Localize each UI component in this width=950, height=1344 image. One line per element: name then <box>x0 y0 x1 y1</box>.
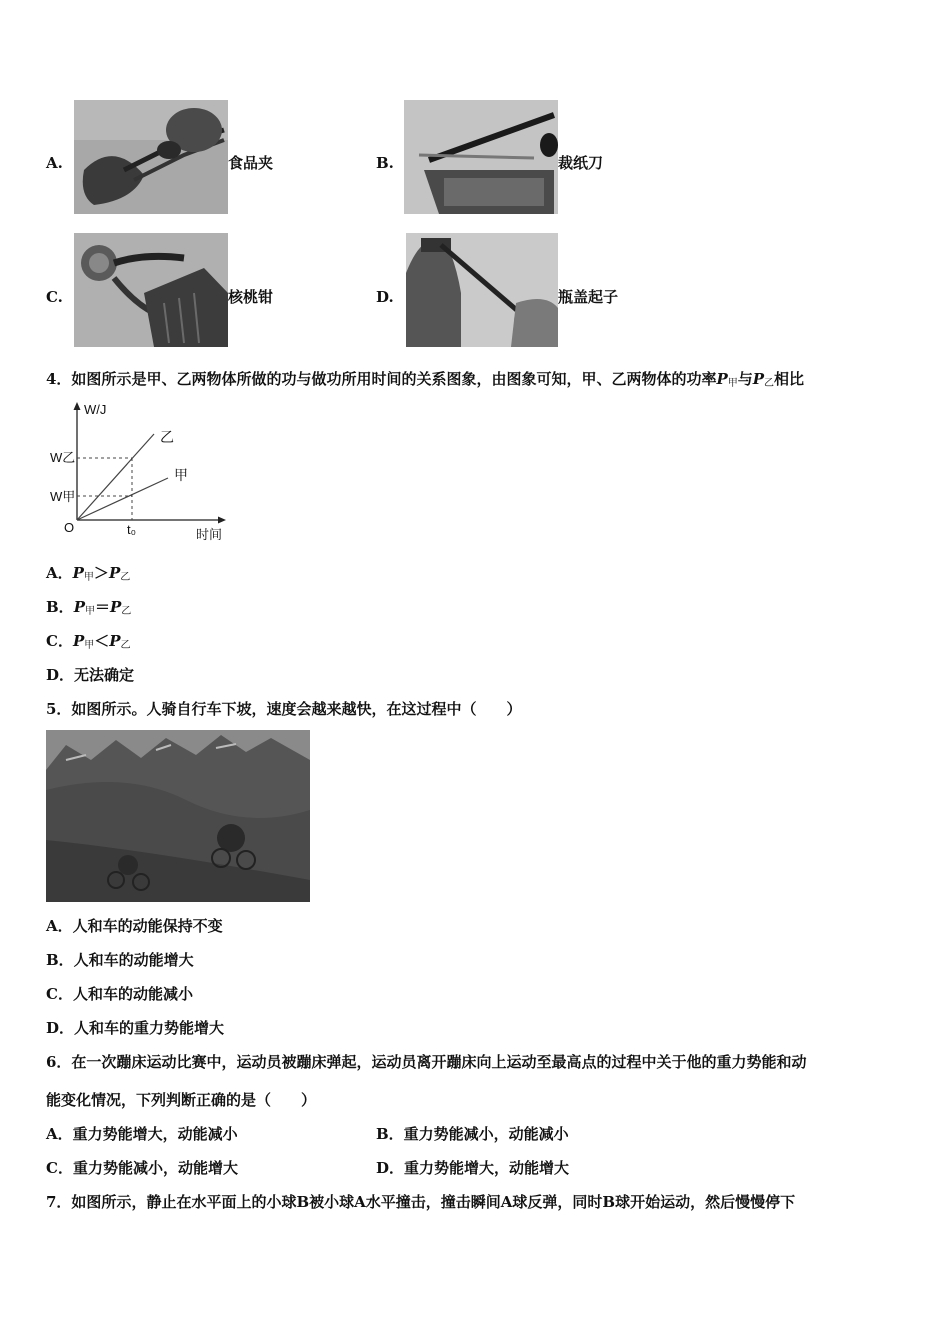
x-axis-label: 时间 <box>196 527 223 542</box>
nutcracker-photo <box>74 233 228 347</box>
option-d-letter: D. <box>376 288 394 306</box>
option-c-letter: C. <box>46 288 63 306</box>
y-axis-arrow <box>74 402 81 410</box>
q6-option-a: A．重力势能增大，动能减小 <box>46 1125 238 1143</box>
food-tongs-photo <box>74 100 228 214</box>
w-jia-label: W甲 <box>50 489 76 504</box>
option-c-caption: 核桃钳 <box>228 288 274 306</box>
q5-stem: 5．如图所示。人骑自行车下坡，速度会越来越快，在这过程中（ ） <box>46 700 522 718</box>
q5-option-c: C．人和车的动能减小 <box>46 985 193 1003</box>
option-d-caption: 瓶盖起子 <box>558 288 619 306</box>
q6-stem-line2: 能变化情况，下列判断正确的是（ ） <box>46 1091 317 1109</box>
option-b-letter: B. <box>376 154 394 172</box>
q4-option-b: B．$P_甲=P_乙$ <box>46 598 132 617</box>
q5-option-d: D．人和车的重力势能增大 <box>46 1019 225 1037</box>
line-yi <box>77 434 154 520</box>
q5-option-b: B．人和车的动能增大 <box>46 951 194 969</box>
line-yi-label: 乙 <box>160 429 174 445</box>
line-jia-label: 甲 <box>174 467 188 483</box>
y-axis-label: W/J <box>84 402 107 417</box>
q6-option-c: C．重力势能减小，动能增大 <box>46 1159 238 1177</box>
q7-stem: 7．如图所示，静止在水平面上的小球B被小球A水平撞击，撞击瞬间A球反弹，同时B球开始运动，然后慢慢停下 <box>46 1193 796 1211</box>
cyclist-downhill-photo <box>46 730 310 902</box>
paper-cutter-photo <box>404 100 558 214</box>
x-axis-arrow <box>218 517 226 524</box>
option-a-letter: A. <box>46 154 63 172</box>
work-time-graph <box>46 398 246 548</box>
t0-label: t₀ <box>127 522 137 537</box>
option-a-caption: 食品夹 <box>228 154 274 172</box>
q4-option-a: A．$P_甲>P_乙$ <box>46 564 131 583</box>
option-b-caption: 裁纸刀 <box>558 154 604 172</box>
line-jia <box>77 478 168 520</box>
q5-option-a: A．人和车的动能保持不变 <box>46 917 223 935</box>
q4-stem: 4．如图所示是甲、乙两物体所做的功与做功所用时间的关系图象，由图象可知，甲、乙两物体的功率$P_甲$与$P_乙$相比 <box>46 370 805 389</box>
bottle-opener-photo <box>406 233 558 347</box>
origin-label: O <box>64 520 75 535</box>
q6-stem-line1: 6．在一次蹦床运动比赛中，运动员被蹦床弹起，运动员离开蹦床向上运动至最高点的过程中关于他的重力势能和动 <box>46 1053 807 1071</box>
w-yi-label: W乙 <box>50 450 76 465</box>
q6-option-d: D．重力势能增大，动能增大 <box>376 1159 570 1177</box>
q4-option-c: C．$P_甲<P_乙$ <box>46 632 131 651</box>
q4-option-d: D．无法确定 <box>46 666 135 684</box>
q6-option-b: B．重力势能减小，动能减小 <box>376 1125 569 1143</box>
